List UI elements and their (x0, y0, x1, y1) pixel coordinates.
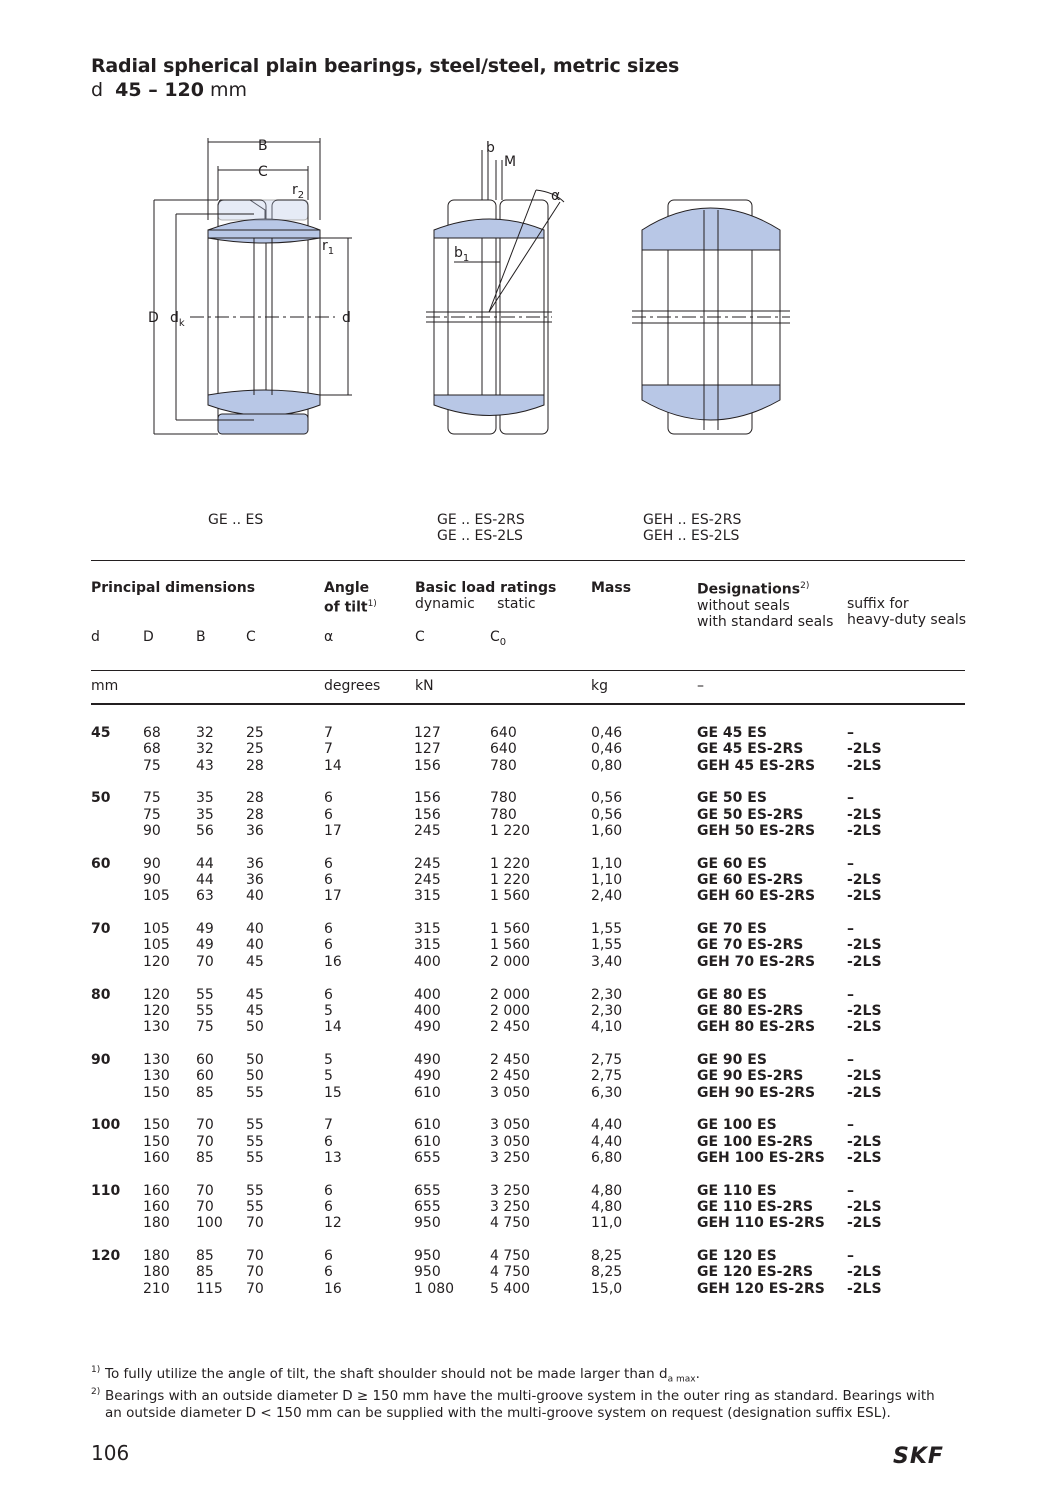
cell-C0: 1 560 1 560 2 000 (490, 921, 531, 970)
page-subtitle: d 45 – 120 mm (91, 79, 248, 101)
cell-alpha: 6 6 16 (324, 1248, 342, 1297)
cell-alpha: 5 5 15 (324, 1052, 342, 1101)
cell-C0: 1 220 1 220 1 560 (490, 855, 531, 905)
cell-des: GE 50 ES GE 50 ES-2RS GEH 50 ES-2RS (697, 790, 816, 839)
cell-D: 150 150 160 (143, 1117, 170, 1166)
cell-alpha: 6 6 12 (324, 1182, 342, 1232)
caption-ge-es: GE .. ES (208, 512, 264, 528)
cell-des: GE 90 ES GE 90 ES-2RS GEH 90 ES-2RS (697, 1052, 816, 1101)
cell-Cdyn: 127 127 156 (414, 725, 441, 774)
cell-B: 85 85 115 (196, 1248, 223, 1297)
cell-D: 105 105 120 (143, 921, 170, 970)
cell-des: GE 110 ES GE 110 ES-2RS GEH 110 ES-2RS (697, 1182, 825, 1232)
sym-alpha: α (324, 629, 334, 645)
cell-B: 70 70 85 (196, 1117, 214, 1166)
unit-degrees: degrees (324, 678, 381, 694)
drawing-ge-es-2rs (426, 150, 564, 434)
cell-C0: 780 780 1 220 (490, 790, 531, 839)
cell-mass: 1,55 1,55 3,40 (591, 921, 623, 970)
drawing-ge-es (154, 138, 352, 434)
cell-C0: 2 000 2 000 2 450 (490, 986, 531, 1036)
cell-suffix: – -2LS -2LS (847, 1248, 882, 1297)
cell-d: 45 (91, 725, 111, 741)
cell-Cdyn: 315 315 400 (414, 921, 441, 970)
cell-mass: 8,25 8,25 15,0 (591, 1248, 623, 1297)
cell-suffix: – -2LS -2LS (847, 921, 882, 970)
sym-C: C (246, 629, 256, 645)
svg-text:r2: $r_2$ (292, 182, 305, 201)
footnote-1: 1) To fully utilize the angle of tilt, the shaft shoulder should not be made larger than $d_{a max}$. (91, 1365, 700, 1385)
cell-des: GE 80 ES GE 80 ES-2RS GEH 80 ES-2RS (697, 986, 816, 1036)
cell-Cdyn: 156 156 245 (414, 790, 441, 839)
header-mid-rule (91, 670, 965, 671)
label-b: b (486, 140, 495, 156)
svg-text:dk: $d_k$ (170, 310, 185, 329)
cell-suffix: – -2LS -2LS (847, 725, 882, 774)
cell-C: 70 70 70 (246, 1248, 264, 1297)
cell-C: 28 28 36 (246, 790, 264, 839)
cell-alpha: 7 7 14 (324, 725, 342, 774)
cell-B: 60 60 85 (196, 1052, 214, 1101)
cell-C0: 640 640 780 (490, 725, 517, 774)
cell-B: 44 44 63 (196, 855, 214, 905)
footnote-2: 2) Bearings with an outside diameter D ≥ 150 mm have the multi-groove system in the outer ring as standard. Bearings with an outside diameter D < 150 mm can be supplied with the multi-groove system on request (designation suffix ESL). (91, 1387, 935, 1421)
cell-d: 60 (91, 855, 111, 872)
svg-text:SKF: SKF (893, 1444, 944, 1466)
cell-C0: 3 050 3 050 3 250 (490, 1117, 531, 1166)
cell-C: 45 45 50 (246, 986, 264, 1036)
cell-C: 40 40 45 (246, 921, 264, 970)
skf-logo (893, 1444, 965, 1466)
cell-d: 70 (91, 921, 111, 938)
cell-D: 180 180 210 (143, 1248, 170, 1297)
cell-mass: 4,40 4,40 6,80 (591, 1117, 623, 1166)
unit-dash: – (697, 678, 704, 694)
cell-C0: 2 450 2 450 3 050 (490, 1052, 531, 1101)
cell-D: 160 160 180 (143, 1182, 170, 1232)
cell-C: 50 50 55 (246, 1052, 264, 1101)
caption-ge-es-2rs: GE .. ES-2RS GE .. ES-2LS (437, 512, 525, 544)
cell-C0: 4 750 4 750 5 400 (490, 1248, 531, 1297)
cell-d: 100 (91, 1117, 121, 1134)
cell-C: 25 25 28 (246, 725, 264, 774)
cell-C: 55 55 70 (246, 1182, 264, 1232)
header-angle: Angle of tilt$^{1)}$ (324, 580, 377, 616)
cell-Cdyn: 490 490 610 (414, 1052, 441, 1101)
page-title: Radial spherical plain bearings, steel/steel, metric sizes (91, 55, 680, 77)
cell-Cdyn: 400 400 490 (414, 986, 441, 1036)
cell-d: 50 (91, 790, 111, 807)
label-M: M (504, 154, 517, 170)
cell-B: 32 32 43 (196, 725, 214, 774)
cell-suffix: – -2LS -2LS (847, 986, 882, 1036)
cell-suffix: – -2LS -2LS (847, 855, 882, 905)
cell-B: 55 55 75 (196, 986, 214, 1036)
cell-C0: 3 250 3 250 4 750 (490, 1182, 531, 1232)
cell-D: 120 120 130 (143, 986, 170, 1036)
unit-mm: mm (91, 678, 119, 694)
cell-Cdyn: 610 610 655 (414, 1117, 441, 1166)
cell-alpha: 6 5 14 (324, 986, 342, 1036)
cell-des: GE 70 ES GE 70 ES-2RS GEH 70 ES-2RS (697, 921, 816, 970)
cell-suffix: – -2LS -2LS (847, 1117, 882, 1166)
cell-D: 130 130 150 (143, 1052, 170, 1101)
sym-C-dynamic: C (415, 629, 425, 645)
cell-d: 80 (91, 986, 111, 1003)
cell-mass: 2,30 2,30 4,10 (591, 986, 623, 1036)
header-mass: Mass (591, 580, 632, 596)
cell-D: 75 75 90 (143, 790, 161, 839)
label-D: D (148, 310, 159, 326)
label-C: C (258, 164, 268, 180)
cell-mass: 2,75 2,75 6,30 (591, 1052, 623, 1101)
cell-alpha: 6 6 17 (324, 855, 342, 905)
header-suffix: suffix for heavy-duty seals (847, 596, 967, 628)
sym-C0: $C_0$ (490, 629, 507, 648)
cell-mass: 0,56 0,56 1,60 (591, 790, 623, 839)
label-d: d (342, 310, 351, 326)
cell-Cdyn: 950 950 1 080 (414, 1248, 455, 1297)
cell-D: 90 90 105 (143, 855, 170, 905)
cell-des: GE 120 ES GE 120 ES-2RS GEH 120 ES-2RS (697, 1248, 825, 1297)
cell-suffix: – -2LS -2LS (847, 1182, 882, 1232)
header-load: Basic load ratings dynamic static (415, 580, 557, 612)
label-B: B (258, 138, 268, 154)
drawing-geh-es-2rs (632, 200, 790, 434)
bearing-drawings (120, 130, 840, 460)
cell-Cdyn: 655 655 950 (414, 1182, 441, 1232)
page-number: 106 (91, 1441, 130, 1465)
cell-C: 36 36 40 (246, 855, 264, 905)
cell-B: 35 35 56 (196, 790, 214, 839)
cell-des: GE 60 ES GE 60 ES-2RS GEH 60 ES-2RS (697, 855, 816, 905)
cell-C: 55 55 55 (246, 1117, 264, 1166)
cell-suffix: – -2LS -2LS (847, 790, 882, 839)
cell-d: 90 (91, 1052, 111, 1068)
header-designations: Designations$^{2)}$ without seals with standard seals (697, 581, 834, 630)
cell-mass: 4,80 4,80 11,0 (591, 1182, 623, 1232)
header-bottom-rule (91, 703, 965, 705)
unit-kg: kg (591, 678, 608, 694)
caption-geh-es-2rs: GEH .. ES-2RS GEH .. ES-2LS (643, 512, 742, 544)
unit-kN: kN (415, 678, 434, 694)
table-top-rule (91, 560, 965, 561)
cell-des: GE 100 ES GE 100 ES-2RS GEH 100 ES-2RS (697, 1117, 825, 1166)
cell-des: GE 45 ES GE 45 ES-2RS GEH 45 ES-2RS (697, 725, 816, 774)
cell-suffix: – -2LS -2LS (847, 1052, 882, 1101)
sym-D: D (143, 629, 154, 645)
cell-B: 49 49 70 (196, 921, 214, 970)
cell-alpha: 6 6 17 (324, 790, 342, 839)
cell-alpha: 6 6 16 (324, 921, 342, 970)
cell-D: 68 68 75 (143, 725, 161, 774)
cell-mass: 0,46 0,46 0,80 (591, 725, 623, 774)
svg-text:r1: $r_1$ (322, 238, 335, 257)
cell-d: 110 (91, 1182, 121, 1199)
label-alpha: α (551, 188, 561, 204)
svg-text:b1: $b_1$ (454, 245, 470, 264)
header-principal: Principal dimensions (91, 580, 256, 596)
cell-Cdyn: 245 245 315 (414, 855, 441, 905)
sym-d: d (91, 629, 100, 645)
cell-alpha: 7 6 13 (324, 1117, 342, 1166)
cell-d: 120 (91, 1248, 121, 1265)
cell-B: 70 70 100 (196, 1182, 223, 1232)
sym-B: B (196, 629, 206, 645)
footnotes (91, 1366, 951, 1421)
cell-mass: 1,10 1,10 2,40 (591, 855, 623, 905)
